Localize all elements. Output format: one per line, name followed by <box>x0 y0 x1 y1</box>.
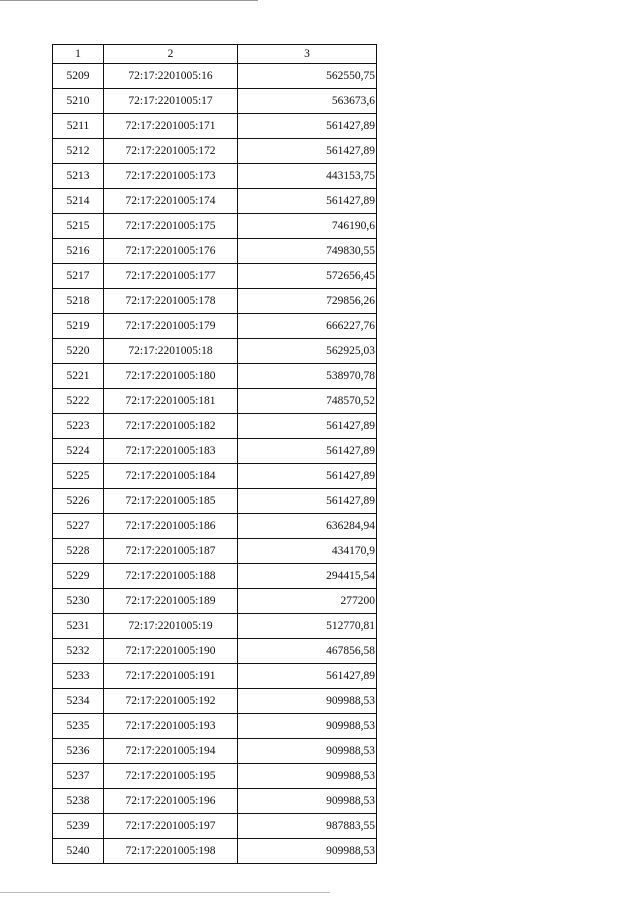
row-number-cell: 5229 <box>53 564 104 589</box>
cadastral-number-cell: 72:17:2201005:175 <box>104 214 238 239</box>
cadastral-number-cell: 72:17:2201005:174 <box>104 189 238 214</box>
cadastral-number-cell: 72:17:2201005:185 <box>104 489 238 514</box>
cadastral-number-cell: 72:17:2201005:193 <box>104 714 238 739</box>
cadastral-number-cell: 72:17:2201005:189 <box>104 589 238 614</box>
table-row <box>53 314 377 339</box>
cadastral-table <box>52 44 377 864</box>
row-number-cell: 5220 <box>53 339 104 364</box>
value-cell: 987883,55 <box>238 814 377 839</box>
row-number-cell: 5215 <box>53 214 104 239</box>
table-row <box>53 189 377 214</box>
cadastral-number-cell: 72:17:2201005:17 <box>104 89 238 114</box>
cadastral-number-cell: 72:17:2201005:198 <box>104 839 238 864</box>
value-cell: 909988,53 <box>238 739 377 764</box>
value-cell: 729856,26 <box>238 289 377 314</box>
row-number-cell: 5230 <box>53 589 104 614</box>
table-row <box>53 639 377 664</box>
table-row <box>53 239 377 264</box>
cadastral-number-cell: 72:17:2201005:183 <box>104 439 238 464</box>
cadastral-number-cell: 72:17:2201005:184 <box>104 464 238 489</box>
value-cell: 561427,89 <box>238 439 377 464</box>
table-row <box>53 564 377 589</box>
value-cell: 746190,6 <box>238 214 377 239</box>
value-cell: 294415,54 <box>238 564 377 589</box>
table-row <box>53 764 377 789</box>
table-row <box>53 339 377 364</box>
top-rule <box>0 0 258 1</box>
table-row <box>53 739 377 764</box>
value-cell: 561427,89 <box>238 464 377 489</box>
cadastral-number-cell: 72:17:2201005:190 <box>104 639 238 664</box>
cadastral-number-cell: 72:17:2201005:194 <box>104 739 238 764</box>
value-cell: 909988,53 <box>238 839 377 864</box>
row-number-cell: 5222 <box>53 389 104 414</box>
table-row <box>53 139 377 164</box>
header-col-2: 2 <box>104 45 238 64</box>
value-cell: 562925,03 <box>238 339 377 364</box>
table-row <box>53 589 377 614</box>
cadastral-number-cell: 72:17:2201005:191 <box>104 664 238 689</box>
row-number-cell: 5210 <box>53 89 104 114</box>
row-number-cell: 5223 <box>53 414 104 439</box>
row-number-cell: 5238 <box>53 789 104 814</box>
value-cell: 563673,6 <box>238 89 377 114</box>
value-cell: 561427,89 <box>238 414 377 439</box>
row-number-cell: 5235 <box>53 714 104 739</box>
cadastral-number-cell: 72:17:2201005:188 <box>104 564 238 589</box>
value-cell: 909988,53 <box>238 689 377 714</box>
table-row <box>53 64 377 89</box>
row-number-cell: 5224 <box>53 439 104 464</box>
row-number-cell: 5213 <box>53 164 104 189</box>
row-number-cell: 5236 <box>53 739 104 764</box>
cadastral-number-cell: 72:17:2201005:171 <box>104 114 238 139</box>
document-table-container <box>52 44 376 864</box>
value-cell: 748570,52 <box>238 389 377 414</box>
cadastral-number-cell: 72:17:2201005:187 <box>104 539 238 564</box>
value-cell: 909988,53 <box>238 789 377 814</box>
table-row <box>53 839 377 864</box>
table-row <box>53 214 377 239</box>
cadastral-number-cell: 72:17:2201005:18 <box>104 339 238 364</box>
cadastral-number-cell: 72:17:2201005:16 <box>104 64 238 89</box>
row-number-cell: 5228 <box>53 539 104 564</box>
value-cell: 467856,58 <box>238 639 377 664</box>
cadastral-number-cell: 72:17:2201005:176 <box>104 239 238 264</box>
value-cell: 909988,53 <box>238 714 377 739</box>
cadastral-number-cell: 72:17:2201005:192 <box>104 689 238 714</box>
value-cell: 277200 <box>238 589 377 614</box>
table-row <box>53 164 377 189</box>
row-number-cell: 5209 <box>53 64 104 89</box>
cadastral-number-cell: 72:17:2201005:197 <box>104 814 238 839</box>
cadastral-number-cell: 72:17:2201005:196 <box>104 789 238 814</box>
table-row <box>53 489 377 514</box>
table-row <box>53 789 377 814</box>
value-cell: 572656,45 <box>238 264 377 289</box>
cadastral-number-cell: 72:17:2201005:177 <box>104 264 238 289</box>
row-number-cell: 5214 <box>53 189 104 214</box>
header-col-1: 1 <box>53 45 104 64</box>
row-number-cell: 5237 <box>53 764 104 789</box>
table-row <box>53 614 377 639</box>
value-cell: 434170,9 <box>238 539 377 564</box>
table-row <box>53 664 377 689</box>
row-number-cell: 5227 <box>53 514 104 539</box>
row-number-cell: 5219 <box>53 314 104 339</box>
cadastral-number-cell: 72:17:2201005:173 <box>104 164 238 189</box>
row-number-cell: 5218 <box>53 289 104 314</box>
cadastral-number-cell: 72:17:2201005:180 <box>104 364 238 389</box>
table-row <box>53 539 377 564</box>
value-cell: 561427,89 <box>238 664 377 689</box>
row-number-cell: 5211 <box>53 114 104 139</box>
table-row <box>53 464 377 489</box>
table-row <box>53 289 377 314</box>
cadastral-number-cell: 72:17:2201005:19 <box>104 614 238 639</box>
row-number-cell: 5221 <box>53 364 104 389</box>
cadastral-number-cell: 72:17:2201005:178 <box>104 289 238 314</box>
table-body <box>53 64 377 864</box>
value-cell: 909988,53 <box>238 764 377 789</box>
cadastral-number-cell: 72:17:2201005:172 <box>104 139 238 164</box>
row-number-cell: 5212 <box>53 139 104 164</box>
cadastral-number-cell: 72:17:2201005:181 <box>104 389 238 414</box>
cadastral-number-cell: 72:17:2201005:182 <box>104 414 238 439</box>
value-cell: 636284,94 <box>238 514 377 539</box>
value-cell: 561427,89 <box>238 114 377 139</box>
table-row <box>53 414 377 439</box>
row-number-cell: 5225 <box>53 464 104 489</box>
value-cell: 666227,76 <box>238 314 377 339</box>
value-cell: 562550,75 <box>238 64 377 89</box>
header-col-3: 3 <box>238 45 377 64</box>
cadastral-number-cell: 72:17:2201005:195 <box>104 764 238 789</box>
value-cell: 512770,81 <box>238 614 377 639</box>
table-row <box>53 264 377 289</box>
row-number-cell: 5232 <box>53 639 104 664</box>
table-row <box>53 389 377 414</box>
row-number-cell: 5233 <box>53 664 104 689</box>
table-row <box>53 814 377 839</box>
row-number-cell: 5216 <box>53 239 104 264</box>
row-number-cell: 5226 <box>53 489 104 514</box>
table-row <box>53 114 377 139</box>
row-number-cell: 5234 <box>53 689 104 714</box>
value-cell: 561427,89 <box>238 189 377 214</box>
header-row <box>53 45 377 64</box>
value-cell: 749830,55 <box>238 239 377 264</box>
table-row <box>53 514 377 539</box>
bottom-rule <box>0 892 330 893</box>
value-cell: 538970,78 <box>238 364 377 389</box>
table-row <box>53 689 377 714</box>
table-row <box>53 89 377 114</box>
table-row <box>53 439 377 464</box>
cadastral-number-cell: 72:17:2201005:179 <box>104 314 238 339</box>
row-number-cell: 5240 <box>53 839 104 864</box>
row-number-cell: 5217 <box>53 264 104 289</box>
cadastral-number-cell: 72:17:2201005:186 <box>104 514 238 539</box>
table-row <box>53 714 377 739</box>
row-number-cell: 5231 <box>53 614 104 639</box>
table-row <box>53 364 377 389</box>
row-number-cell: 5239 <box>53 814 104 839</box>
value-cell: 561427,89 <box>238 489 377 514</box>
value-cell: 561427,89 <box>238 139 377 164</box>
value-cell: 443153,75 <box>238 164 377 189</box>
